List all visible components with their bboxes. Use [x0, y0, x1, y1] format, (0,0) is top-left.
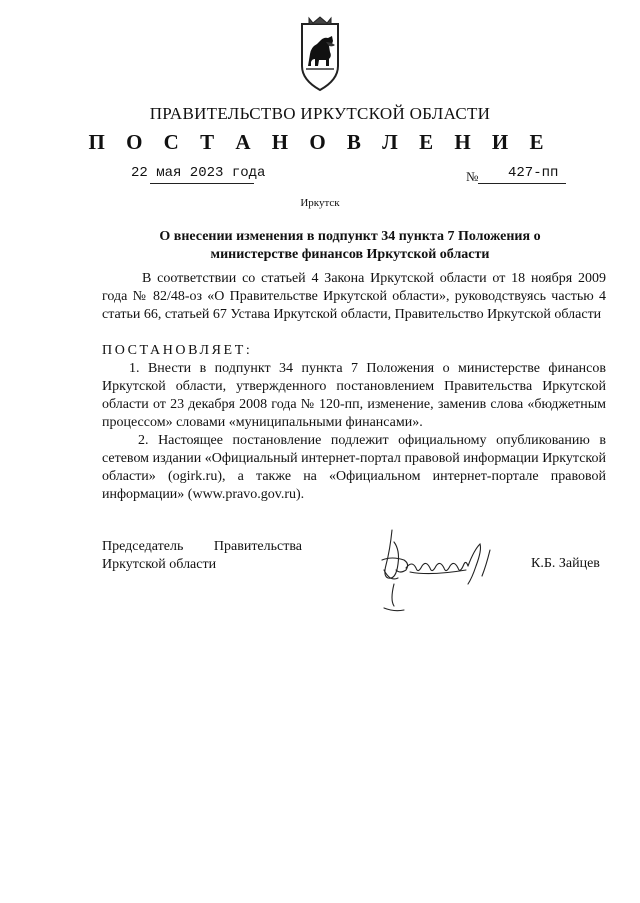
position-word-government: Правительства — [213, 539, 302, 554]
document-date: 22 мая 2023 года — [131, 165, 266, 181]
preamble-paragraph: В соответствии со статьей 4 Закона Иркутской области от 18 ноября 2009 года № 82/48-оз «О Правительстве Иркутской области», руководствуясь частью 4 статьи 66, статьей 67 Устава Иркутской области, Правительство Иркутской области — [102, 271, 606, 322]
number-sign: № — [466, 169, 479, 184]
date-underline — [150, 183, 254, 184]
decree-item-1: 1. Внести в подпункт 34 пункта 7 Положения о министерстве финансов Иркутской области, утвержденного постановлением Правительства Иркутской области от 23 декабря 2008 года № 120-пп, изменение, заменив слова «бюджетным процессом» словами «муниципальными финансами». — [102, 361, 606, 430]
government-title: ПРАВИТЕЛЬСТВО ИРКУТСКОЙ ОБЛАСТИ — [149, 104, 491, 123]
document-kind-heading: П О С Т А Н О В Л Е Н И Е — [88, 130, 552, 154]
handwritten-signature-icon — [370, 520, 520, 620]
decree-item-2: 2. Настоящее постановление подлежит официальному опубликованию в сетевом издании «Официальный интернет-портал правовой информации Иркутской области» (ogirk.ru), а также на «Официальном интернет-портале правовой информации» (www.pravo.gov.ru). — [102, 433, 606, 502]
decree-word: ПОСТАНОВЛЯЕТ: — [102, 343, 253, 358]
signatory-position — [102, 538, 322, 574]
number-underline — [478, 183, 566, 184]
irkutsk-coat-of-arms-icon — [299, 14, 341, 94]
signatory-name: К.Б. Зайцев — [531, 556, 600, 571]
city-name: Иркутск — [300, 197, 340, 209]
position-word-chairman: Председатель — [102, 539, 184, 554]
document-number: 427-пп — [508, 165, 559, 181]
document-subject: О внесении изменения в подпункт 34 пункта 7 Положения о министерстве финансов Иркутской области — [159, 229, 541, 262]
position-region: Иркутской области — [102, 557, 217, 572]
